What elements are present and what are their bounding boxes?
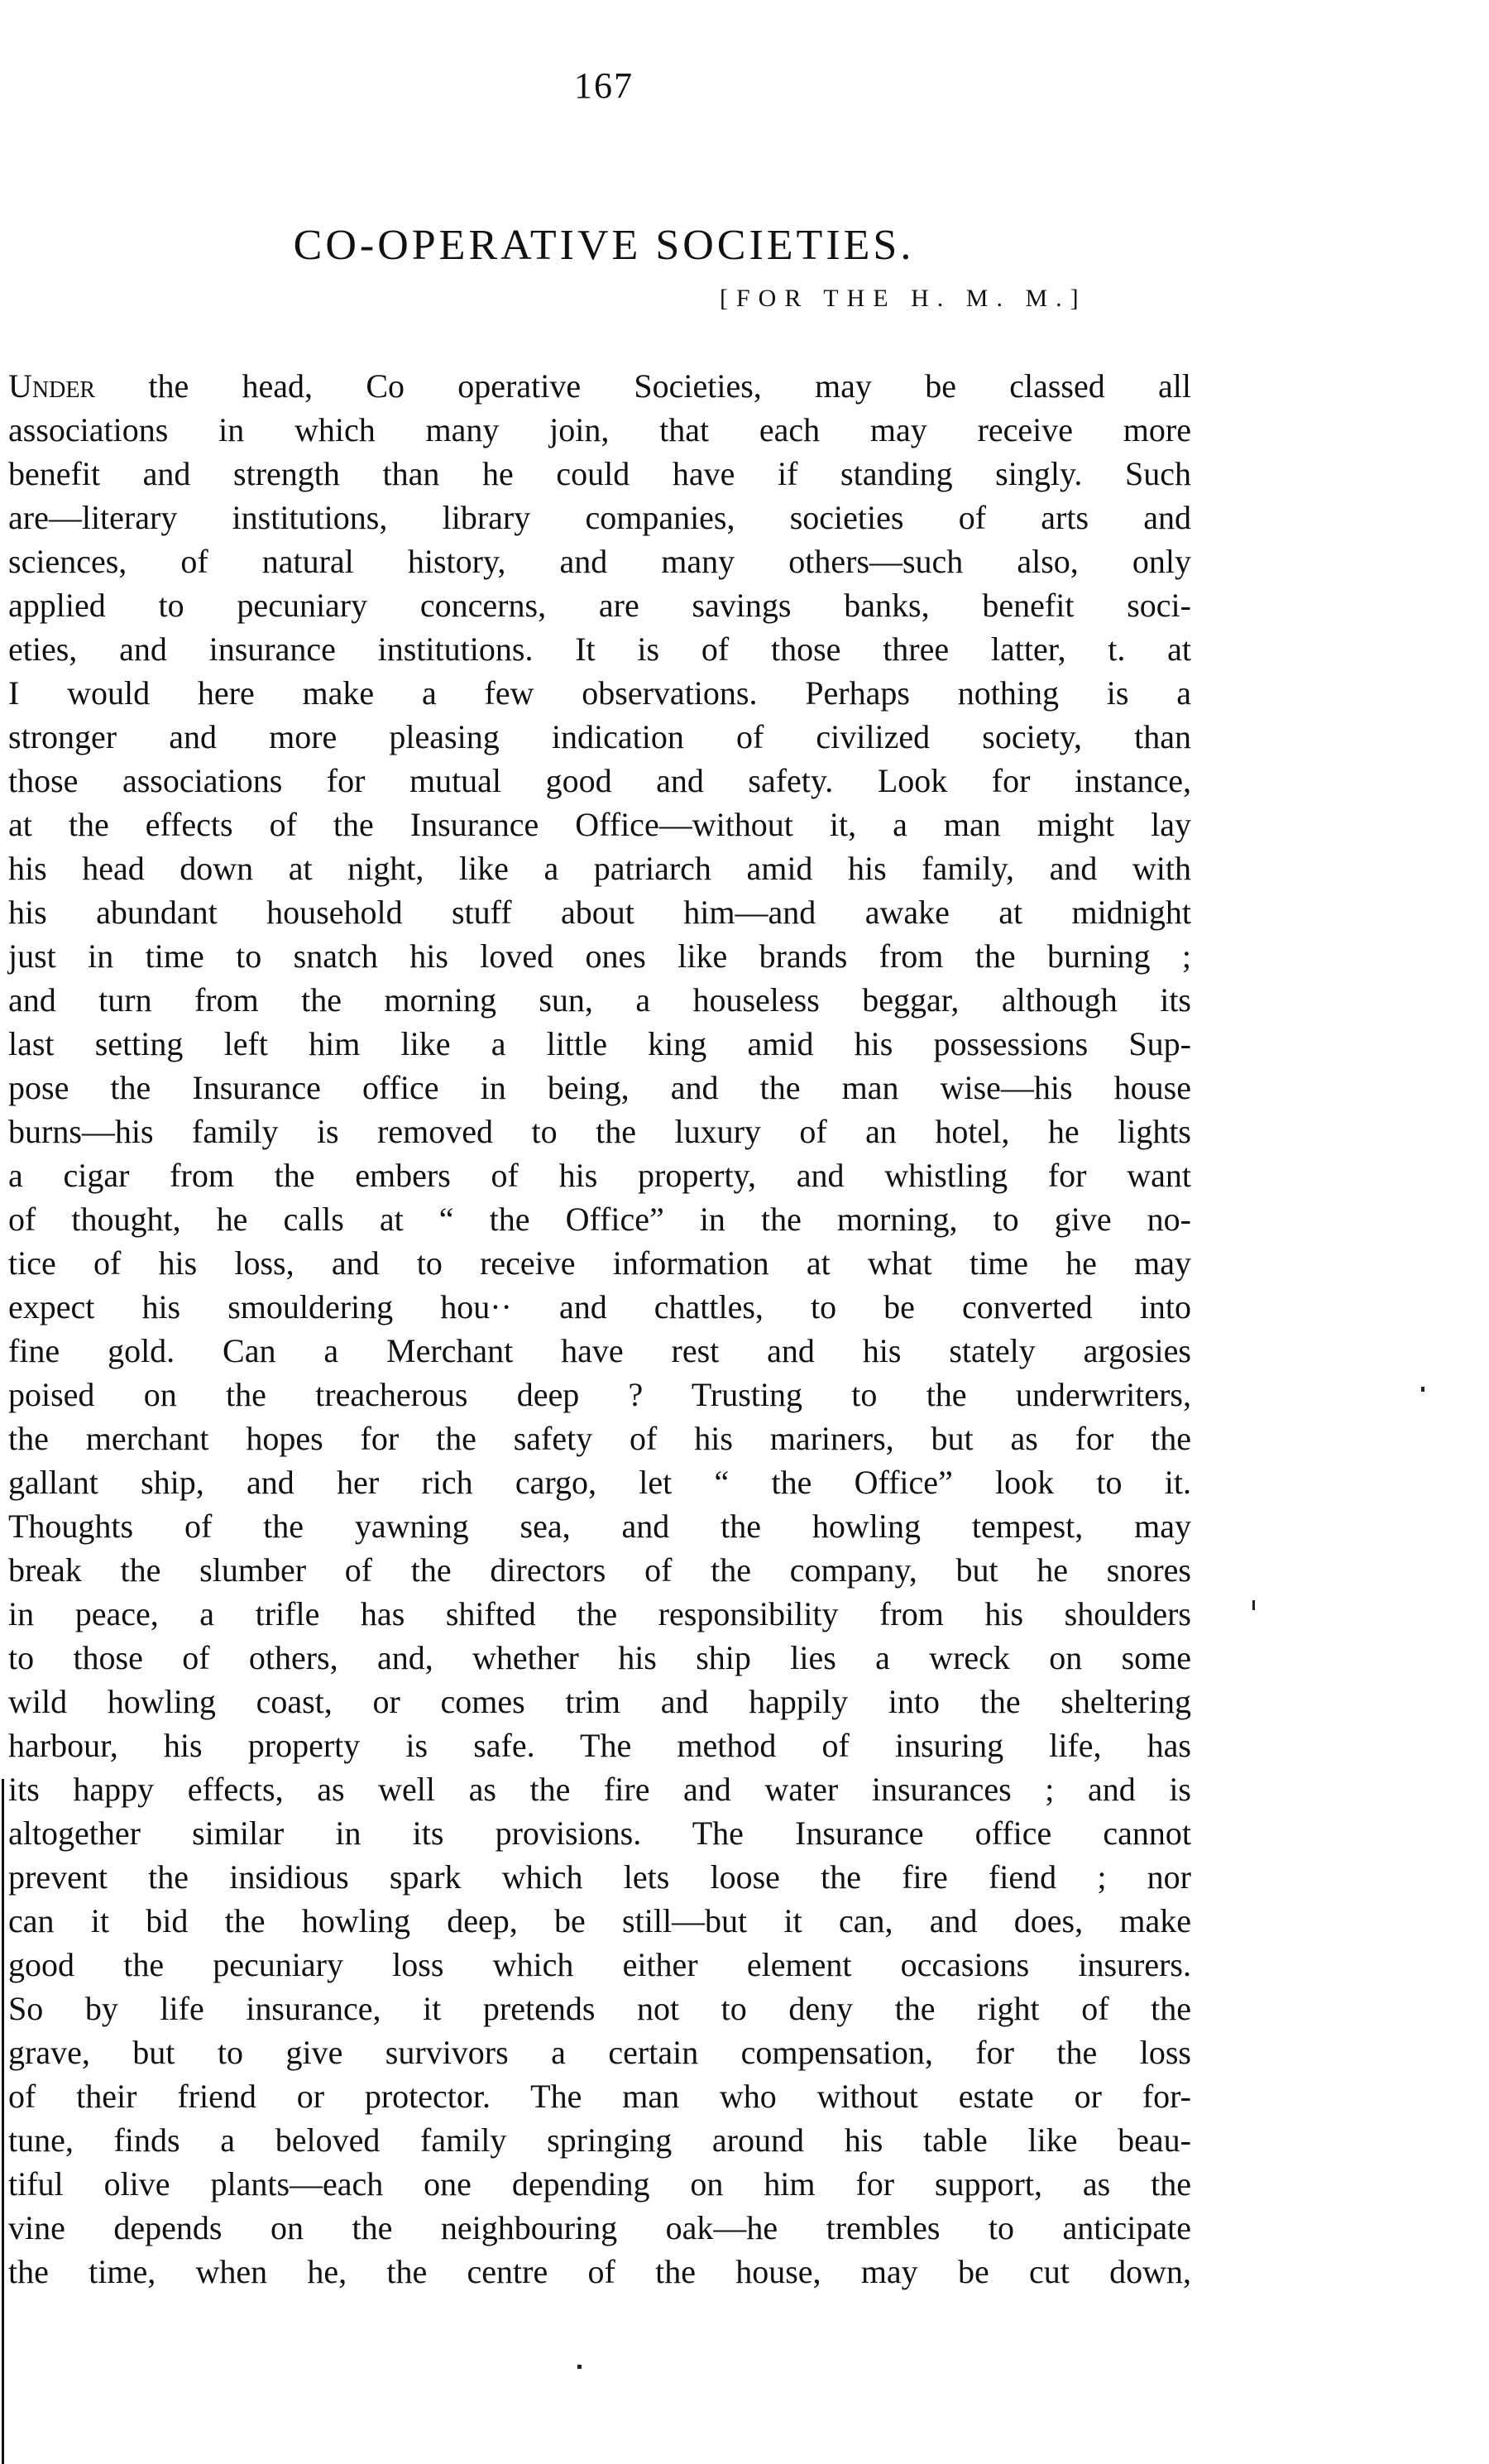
body-line: applied to pecuniary concerns, are savings banks, benefit soci- (8, 587, 1191, 624)
body-line: his head down at night, like a patriarch amid his family, and with (8, 850, 1191, 887)
body-line: tice of his loss, and to receive information at what time he may (8, 1244, 1191, 1282)
article-attribution: [FOR THE H. M. M.] (720, 285, 1087, 312)
article-body (8, 364, 1191, 2294)
body-line: tiful olive plants—each one depending on him for support, as the (8, 2165, 1191, 2203)
body-line: stronger and more pleasing indication of civilized society, than (8, 718, 1191, 755)
body-line: expect his smouldering hou·· and chattles, to be converted into (8, 1288, 1191, 1325)
body-line: pose the Insurance office in being, and the man wise—his house (8, 1069, 1191, 1106)
body-line: and turn from the morning sun, a houseless beggar, although its (8, 981, 1191, 1019)
body-line: So by life insurance, it pretends not to deny the right of the (8, 1990, 1191, 2027)
body-line: altogether similar in its provisions. The Insurance office cannot (8, 1814, 1191, 1852)
drop-word: Under (8, 367, 96, 405)
body-line: the time, when he, the centre of the house, may be cut down, (8, 2253, 1191, 2290)
body-line: poised on the treacherous deep ? Trusting to the underwriters, (8, 1376, 1191, 1413)
body-line: break the slumber of the directors of the company, but he snores (8, 1551, 1191, 1589)
article-title: CO-OPERATIVE SOCIETIES. (293, 221, 915, 269)
body-line: gallant ship, and her rich cargo, let “ the Office” look to it. (8, 1464, 1191, 1501)
body-line: his abundant household stuff about him—and awake at midnight (8, 894, 1191, 931)
body-line: I would here make a few observations. Perhaps nothing is a (8, 674, 1191, 712)
body-line: in peace, a trifle has shifted the responsibility from his shoulders (8, 1595, 1191, 1632)
body-line: good the pecuniary loss which either element occasions insurers. (8, 1946, 1191, 1983)
body-line: tune, finds a beloved family springing around his table like beau- (8, 2121, 1191, 2159)
ink-speck (1421, 1387, 1424, 1392)
page-number: 167 (574, 65, 634, 106)
body-line: eties, and insurance institutions. It is of those three latter, t. at (8, 630, 1191, 668)
body-line: sciences, of natural history, and many others—such also, only (8, 543, 1191, 580)
body-line: of thought, he calls at “ the Office” in the morning, to give no- (8, 1201, 1191, 1238)
body-line: are—literary institutions, library companies, societies of arts and (8, 499, 1191, 536)
body-line: last setting left him like a little king amid his possessions Sup- (8, 1025, 1191, 1062)
body-line: fine gold. Can a Merchant have rest and his stately argosies (8, 1332, 1191, 1369)
body-line: grave, but to give survivors a certain compensation, for the loss (8, 2034, 1191, 2071)
body-line-1-text: the head, Co operative Societies, may be classed all (95, 367, 1191, 405)
ink-speck (1252, 1600, 1255, 1610)
body-line: just in time to snatch his loved ones like brands from the burning ; (8, 937, 1191, 975)
body-line: at the effects of the Insurance Office—without it, a man might lay (8, 806, 1191, 843)
body-line: Thoughts of the yawning sea, and the howling tempest, may (8, 1508, 1191, 1545)
body-line: benefit and strength than he could have if standing singly. Such (8, 455, 1191, 492)
body-line: prevent the insidious spark which lets loose the fire fiend ; nor (8, 1858, 1191, 1896)
page-edge-rule (2, 1779, 4, 2464)
ink-speck (577, 2365, 582, 2369)
body-line: a cigar from the embers of his property, and whistling for want (8, 1157, 1191, 1194)
body-line: wild howling coast, or comes trim and happily into the sheltering (8, 1683, 1191, 1720)
body-line: burns—his family is removed to the luxury of an hotel, he lights (8, 1113, 1191, 1150)
body-line-1 (8, 364, 1191, 408)
body-line: can it bid the howling deep, be still—but it can, and does, make (8, 1902, 1191, 1939)
body-line: associations in which many join, that each may receive more (8, 411, 1191, 448)
body-line: the merchant hopes for the safety of his mariners, but as for the (8, 1420, 1191, 1457)
body-line: of their friend or protector. The man who without estate or for- (8, 2078, 1191, 2115)
body-line: to those of others, and, whether his ship lies a wreck on some (8, 1639, 1191, 1676)
body-line: harbour, his property is safe. The method of insuring life, has (8, 1727, 1191, 1764)
body-line: its happy effects, as well as the fire and water insurances ; and is (8, 1771, 1191, 1808)
body-line: those associations for mutual good and safety. Look for instance, (8, 762, 1191, 799)
body-line: vine depends on the neighbouring oak—he trembles to anticipate (8, 2209, 1191, 2246)
